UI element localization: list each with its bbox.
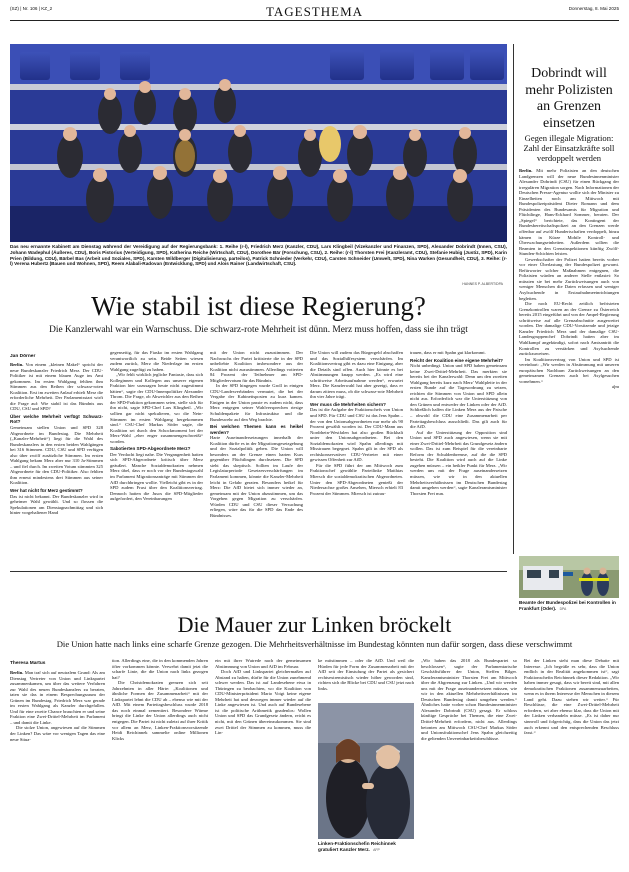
sidebar-photo-credit: DPA (559, 606, 567, 611)
article2-column-6 (524, 658, 619, 870)
page-header (10, 0, 619, 21)
paragraph: Gewerkschafter der Polizei hatten bereits vorher vor einer Überlastung der Bundespolizei gewarnt. Befürworter solcher Maßnahmen entgegnen, die Polizisten würden an anderer Stelle entlastet: So müssten sie bei mehr Zurückweisungen auch von weniger Menschen die Daten erfassen und weniger Asylsuchende in Erstaufnahmeeinrichtungen begleiten. (519, 256, 619, 301)
cabinet-photo (10, 44, 507, 242)
article1-column-3 (210, 350, 303, 567)
paragraph: gegenseitig, für das Fiasko im ersten Wahlgang verantwortlich zu sein. Beide Seiten wiesen zudem zurück, Merz die Niederlage im ersten Wahlgang zugefügt zu haben. (110, 350, 203, 372)
border-control-photo (519, 556, 619, 598)
paragraph: Bei der Linken sieht man diese Debatte mit Interesse. „Ich begrüße es sehr, dass die Union endlich in der Realität angekommen ist“, sagt Fraktionschefin Reichinnek dieser Redaktion. „Wir haben immer gesagt, dass wir bereit sind, mit allen demokratischen Fraktionen zusammenzuarbeiten, wenn es in ihrem Interesse der Menschen in diesem Land geht. Dazu stehen wir weiter.“ Für Beschlüsse, die eine Zwei-Drittel-Mehrheit erfordern, sei aber ebenso klar, dass die Union mit der Linken verhandeln müsse. „Es ist daher nur sinnvoll und folgerichtig, dass die Union das jetzt auch erkennt und den entsprechenden Beschluss fasst.“ (524, 658, 619, 736)
article2-headline: Die Mauer zur Linken bröckelt (177, 612, 452, 637)
paragraph: Harte Auseinandersetzungen innerhalb der Koalition dürfte es in der Migrationsgesetzgebung und der Sozialpolitik geben. Die Union will besonders an der Grenze einen harten Kurs gegenüber Flüchtlingen durchsetzen. Die SPD sieht das skeptisch. Sollten im Laufe der Legislaturperiode Gesetzesverschärfungen im Parlament kommen, könnte die Kanzler-Mehrheit leicht in Gefahr geraten. Besonders heikel für Merz: Die AfD bietet sich immer wieder an, gemeinsam mit der Union abzustimmen, um das Vorgehen gegen Migration zu verschärfen. Würden CDU und CSU dieser Versuchung erliegen, wäre das für die SPD das Ende des Bündnisses. (210, 435, 303, 518)
subheading: Wer hat nicht für Merz gestimmt? (10, 488, 83, 494)
border-control-photo-image (519, 556, 619, 598)
article1-headline: Wie stabil ist diese Regierung? (91, 291, 426, 321)
paragraph: Nicht unbedingt. Union und SPD haben gemeinsam keine Zwei-Drittel-Mehrheit. Das merkten sie bereits bei der Kanzlerwahl: Denn um den zweiten Wahlgang bereits kurz nach Merz' Wahlpleite in der ersten Runde auf die Tagesordnung zu setzen, reichten die Stimmen von Union und SPD allein nicht aus. Erforderlich war die Unterstützung von den Grünen und entweder der Linken oder der AfD. Schließlich halfen die Linken Merz aus der Patsche – obwohl die CDU eine Zusammenarbeit per Parteitagsbeschluss ausschließt. Das gilt auch für die AfD. (410, 363, 507, 430)
reichinnek-photo-image (318, 703, 414, 839)
article1-column-2 (110, 350, 203, 567)
paragraph: Berlin. Mit mehr Polizisten an den deutschen Landgrenzen will der neue Bundesinnenminister Alexander Dobrindt (CSU) für einen Rückgang der irregulären Migration sorgen. Nach Informationen der Deutschen Presse-Agentur wollte sich der Minister zu Einzelheiten noch am Mittwoch mit Bundespolizeipräsident Dieter Romann und dem Präsidenten des Bundesamts für Migration und Flüchtlinge, Hans-Eckhard Sommer, beraten. Der „Spiegel“ berichtete, das Kontingent der Bundesbereitschaftspolizei an den Grenzen werde offenbar auf zwölf Hundertschaften verdoppelt, hinzu kämen in Kürze Mobile Kontroll- und Überwachungseinheiten. Außerdem sollten die Beamten in den Grenzinspektionen künftig Zwölf-Stunden-Schichten leisten. (519, 168, 619, 257)
reichinnek-photo-caption (318, 841, 414, 854)
sidebar-body (519, 168, 619, 552)
paragraph: In der SPD hingegen wurde Groll in einigen CDU-Landesverbänden vermutet, die bei der Vergabe der Kabinettsposten zu kurz kamen. Einigen in der Union passte es zudem nicht, dass Merz entgegen seiner Wahlversprechen riesige Schuldenpakete für Infrastruktur und die Bundeswehr auf den Weg brachte. (210, 383, 303, 422)
dateline: Berlin. (10, 670, 24, 675)
article1-author: Jan Dörner (10, 354, 36, 359)
paragraph: ein mit ihrer Wutrede nach der gemeinsamen Abstimmung von Union und AfD im Februar. (215, 658, 311, 669)
section-title: TAGESTHEMA (265, 4, 364, 19)
dateline: Berlin. (519, 168, 533, 173)
paragraph: Doch AfD und Linkspartei gleichermaßen auf Abstand zu halten, dürfte für die Union zunehmend schwer werden. Das ist auf Landesebene etwa in Thüringen zu beobachten, wo die Koalition von CDU-Ministerpräsident Mario Voigt keine eigene Mehrheit hat und deswegen immer wieder auf die Linke angewiesen ist. Und auch auf Bundesebene ist die politische Arithmetik gnadenlos: Wollen Union und SPD das Grundgesetz ändern, reicht es nicht, mit den Grünen übereinzukommen. Sie sind zwei Drittel der Stimmen zu kommen, muss die Lin- (215, 669, 311, 736)
article1-column-4 (310, 350, 403, 567)
article1-subhead: Die Kanzlerwahl war ein Warnschuss. Die schwarz-rote Mehrheit ist dünn. Merz muss hoffen, dass sie ihn trägt (49, 325, 468, 335)
paragraph: Das ist die Aufgabe der Fraktionschefs von Union und SPD. Für CDU und CSU ist das Jens Spahn – der von den Unionsabgeordneten nur mehr als 90 Prozent gewählt worden ist. Der CDU-Mann aus Nordrhein-Westfalen hat also großen Rückhalt unter den Unionsabgeordneten. Bei den Sozialdemokraten wird Spahn allerdings mit Misstrauen begegnet. Spahn gilt in der SPD als rechtskonservativer CDU-Vertreter mit einer gewissen Offenheit zur AfD. (310, 407, 403, 463)
paragraph: Auf die Unterstützung der Opposition sind Union und SPD auch angewiesen, wenn sie mit einer Zwei-Drittel-Mehrheit das Grundgesetz ändern wollen. Das ist zum Beispiel für die vereinbarte Reform der Schuldenbremse, auf die die SPD besteht. Die Koalition wird auch auf die Linke zugehen müssen – ein heikler Punkt für Merz. „Wir werden uns mit der Frage auseinandersetzen müssen, wie wir in den aktuellen Mehrheitsverhältnissen im Deutschen Bundestag damit umgehen werden“, sagte Kanzleramtsminister Thorsten Frei nun. (410, 429, 507, 496)
dateline: Berlin. (10, 362, 24, 367)
paragraph: Für die SPD führt der am Mittwoch zum Fraktionschef gewählte Parteilinke Matthias Miersch die sozialdemokratischen Abgeordneten. Unter den SPD-Abgeordneten genießt der Niedersachse großes Ansehen, Miersch erhielt 83 Prozent der Stimmen. Miersch ist zutrau- (310, 462, 403, 496)
article2-column-3 (215, 658, 311, 870)
subheading: Reicht der Koalition eine eigene Mehrheit? (410, 357, 503, 363)
article1-column-5 (410, 350, 507, 567)
reichinnek-photo-caption-text: Linken-Fraktionschefin Reichinnek gratuliert Kanzler Merz. (318, 841, 396, 852)
sidebar-subhead: Gegen illegale Migration: Zahl der Einsatzkräfte soll verdoppelt werden (523, 133, 615, 163)
subheading: Wer muss die Mehrheiten sichern? (310, 401, 386, 407)
subheading: Über welche Mehrheit verfügt Schwarz-Rot? (10, 413, 103, 425)
sidebar-headline: Dobrindt will mehr Polizisten an Grenzen einsetzen (525, 66, 613, 131)
article2-column-5 (421, 658, 517, 870)
issue-date: Donnerstag, 8. Mai 2025 (568, 6, 619, 11)
photo-credit: HANNES P. ALBERT/DPA (462, 282, 503, 286)
paragraph: Berlin. Man traf sich auf neutralem Grund: Als am Dienstag Vertreter von Union und Linkspartei zusammenkamen, um über das weitere Verfahren zur Wahl des neuen Bundeskanzlers zu beraten, taten sie das in einem Besprechungsraum der Grünen im Bundestag. Friedrich Merz war gerade im ersten Wahlgang als Kanzler durchgefallen. Und für eine zweite Chance brauchten er und seine Fraktion eine Zwei-Drittel-Mehrheit im Parlament – und damit die Linke. (10, 670, 105, 725)
paragraph: „Wir fehlt wirklich jegliche Fantasie, dass sich Kolleginnen und Kollegen aus unserer eigenen Fraktion hier sozusagen heute nicht zugestimmt hätten“, sagte der CDU-Innenpolitiker Alexander Throm. Die Frage, ob Abweichler aus den Reihen der SPD-Fraktion gekommen seien, stelle sich für ihn nicht, sagte SPD-Chef Lars Klingbeil. „Wir sollten gar nicht spekulieren, wo die Nein-Stimmen im ersten Wahlgang hergekommen sind.“ CSU-Chef Markus Söder sagte, die Koalition sei durch den Schockmoment bei der Merz-Wahl „eher enger zusammengeschweißt“ worden. (110, 372, 203, 444)
paragraph: mit der Union nicht zuzustimmen. Der Nachwuchs der Partei kritisierte die in der SPD unbeliebte Koalition insbesondere aus der Koalition nicht zuzustimmen. Allerdings votierten 84 Prozent der Teilnehmer am SPD-Mitgliedervotum für das Bündnis. (210, 350, 303, 383)
sidebar-photo-caption-text: Beamte der Bundespolizei bei Kontrollen in Frankfurt (Oder). (519, 600, 616, 611)
paragraph: trauen, dass er mit Spahn gut klarkommt. (410, 350, 486, 355)
sidebar-divider (513, 44, 514, 554)
paragraph: Die Christdemokraten grenzen sich seit Jahrzehnten in aller Härte: „Koalitionen und ähnliche Formen der Zusammenarbeit“ mit der Linkspartei lehnt die CDU ab – ebenso wie mit der AfD. Mit einem Parteitagsbeschluss wurde 2018 das noch einmal zementiert. Besondere Wärme bringt die Linke der Union allerdings auch nicht entgegen. Die Partei ist nicht zuletzt auf ihrer Kritik vor allem an Merz, Linken-Fraktionsvorsitzende Heidi Reichinnek sammelte online Millionen Klicks (112, 680, 208, 741)
paragraph: Das ist nicht bekannt. Der Bundeskanzler wird in geheimer Wahl gewählt. Und so flossen die Spekulationen am Dienstagnachmittag und sich hinter vorgehaltener Hand (10, 493, 103, 516)
paragraph: „Wir haben das 2018 als Bundespartei so beschlossen“, sagte der Parlamentarische Geschäftsführer der Union, Steffen Bilger. Kanzleramtsminister Thorsten Frei am Mittwoch über die Abgrenzung zur Linken. „Und wir werden uns mit der Frage auseinandersetzen müssen, wie wir in den aktuellen Mehrheitsverhältnissen im Deutschen Bundestag damit umgehen werden.“ Ähnliches hatte vorher schon Bundesinnenminister Alexander Dobrindt (CSU) gesagt. Er schloss künftige Gespräche bei Themen, die eine Zwei-Drittel-Mehrheit erfordern, nicht aus. Allerdings betonten am Mittwoch CSU-Chef Markus Söder und Unionsfraktionschef Jens Spahn gleichzeitig die geltenden Unvereinbarkeitsbeschlüsse. (421, 658, 517, 741)
paragraph: Im Koalitionsvertrag von Union und SPD ist vereinbart: „Wir werden in Abstimmung mit unseren europäischen Nachbarn Zurückweisungen an den gemeinsamen Grenzen auch bei Asylgesuchen vornehmen.“ (519, 356, 619, 384)
paragraph: Berlin. Von einem „kleinen Makel“ spricht der neue Bundeskanzler Friedrich Merz. Der CDU-Politiker ist mit einem blauen Auge ins Amt gekommen. Im ersten Wahlgang fehlten ihm Stimmen aus den Reihen der schwarz-roten Koalition. Erst im zweiten Anlauf erhielt Merz die erforderliche Mehrheit. Der Parlamentsstart wirft die Frage auf: Wie stabil ist das Bündnis aus CDU, CSU und SPD? (10, 362, 103, 412)
agency-signature: dpa (612, 384, 619, 390)
paragraph: ke mitstimmen – oder die AfD. Und weil die Hürden für jede Form der Zusammenarbeit mit der AfD seit der Einstufung der Partei als gesichert rechtsextremistisch wieder höher geworden sind, richten sich die Blicke bei CDU und CSU jetzt nach links. (318, 658, 414, 691)
subheading: Bei welchen Themen kann es heikel werden? (210, 424, 303, 435)
article-divider (10, 571, 507, 572)
paragraph: Die stolze Union, angewiesen auf die Stimmen der Linken? Das wäre vor wenigen Tagen das eine neue Situa- (10, 725, 105, 742)
reichinnek-photo-credit: AFP (373, 847, 380, 852)
article2-subhead: Die Union hatte nach links eine scharfe Grenze gezogen. Die Mehrheitsverhältnisse im Bundestag könnten nun dafür sorgen, dass diese verschwimmt (56, 639, 573, 649)
article2-column-4 (318, 658, 414, 700)
paragraph: Die Union will zudem das Bürgergeld abschaffen und das Sozialhilfesystem verschärfen. Im Koalitionsvertrag gibt es dazu eine Einigung, aber die Details sind offen. Auch hier könnte es bei Abstimmungen knapp werden. „Es wird eine schrittweise Arbeitsaufnahme werden“, erwartet Merz. Die Kanzlerwahl hat aber gezeigt, dass er darum zittern muss, ob die schwarz-rote Mehrheit ihn vier Jahre trägt. (310, 350, 403, 400)
paragraph: tion. Allerdings eine, die in den kommenden Jahren öfter vorkommen könnte. Verwehrt damit jetzt die scharfe Linie, die die Union nach links gezogen hat? (112, 658, 208, 680)
paragraph: Die noch EU-Recht zeitlich befristeten Grenzkontrollen waren an der Grenze zu Österreich bereits 2015 eingeführt und von der Ampel-Regierung schrittweise auf alle Grenzabschnitte ausgeweitet worden. Der damalige CDU-Vorsitzende und jetzige Kanzler Friedrich Merz und der damalige CSU-Landesgruppenchef Dobrindt hatten aber im Wahlkampf angekündigt, sofort nach Amtsantritt die Kontrollen zu verstärken und Asylsuchende zurückzuweisen. (519, 301, 619, 357)
page-label: (SZ) | Nr. 106 | KZ_2 (10, 6, 53, 11)
article2-author: Theresa Martus (10, 661, 46, 666)
sidebar-photo-caption (519, 600, 619, 613)
subheading: Sabotierten SPD-Abgeordnete Merz? (110, 446, 191, 452)
photo-caption (10, 244, 507, 267)
article2-column-1 (10, 670, 105, 870)
cabinet-photo-image (10, 44, 507, 242)
paragraph: Gemeinsam stellen Union und SPD 328 Abgeordnete im Bundestag. Die Mehrheit („Kanzler-Mehrheit“) liegt für die Wahl des Bundeskanzlers in den ersten beiden Wahlgängen bei 316 Stimmen. CDU, CSU und SPD verfügen also über zwölf zusätzliche Stimmen. Im ersten Wahlgang bekam Merz aber nur 310 Ja-Stimmen – und fiel durch. Im zweiten Votum stimmten 325 Abgeordnete für den CDU-Politiker. Also fehlten ihm erneut mindestens drei Stimmen aus seiner Koalition. (10, 425, 103, 486)
reichinnek-photo (318, 703, 414, 839)
article2-column-2 (112, 658, 208, 870)
article1-column-1 (10, 362, 103, 567)
photo-caption-text: Das neu ernannte Kabinett am Dienstag während der Vereidigung auf der Regierungsbank: 1. Reihe (r-l), Friedrich Merz (Kanzler, CDU), Lars Klingbeil (Vizekanzler und Finanzen, SPD), Alexander Dobrindt (Innen, CSU), Johann Wadephul (Äußeres, CDU), Boris Pistorius (Verteidigung, SPD), Katherina Reiche (Wirtschaft, CDU), Dorothee Bär (Forschung, CSU), 2. Reihe: (r-l) Thorsten Frei (Kanzleramt, CDU), Stefanie Hubig (Justiz, SPD), Karin Prien (Bildung, CDU), Bärbel Bas (Arbeit und Soziales, SPD), Karsten Wildberger (Digitalisierung, parteilos), Patrick Schnieder (Verkehr, CDU), Carsten Schneider (Umwelt, SPD), Nina Warken (Gesundheit, CDU), 3. Reihe: (r-l) Verena Hubertz (Bauen und Wohnen, SPD), Reem Alabali-Radovan (Entwicklung, SPD) und Alois Rainer (Landwirtschaft, CSU). (10, 244, 507, 267)
paragraph: Der Verdacht liegt nahe. Die Vergangenheit hatten sich SPD-Abgeordnete kritisch über Merz geäußert. Manche Sozialdemokraten nehmen Merz übel, dass er noch vor der Bundestagswahl im Parlament Migrationsanträge mit Stimmen der AfD durchbringen wollte. Vielleicht gibt es in der SPD zudem Frust über den Koalitionsvertrag. Dennoch hatten die Jusos die SPD-Mitglieder aufgefordert, den Vereinbarungen (110, 451, 203, 502)
